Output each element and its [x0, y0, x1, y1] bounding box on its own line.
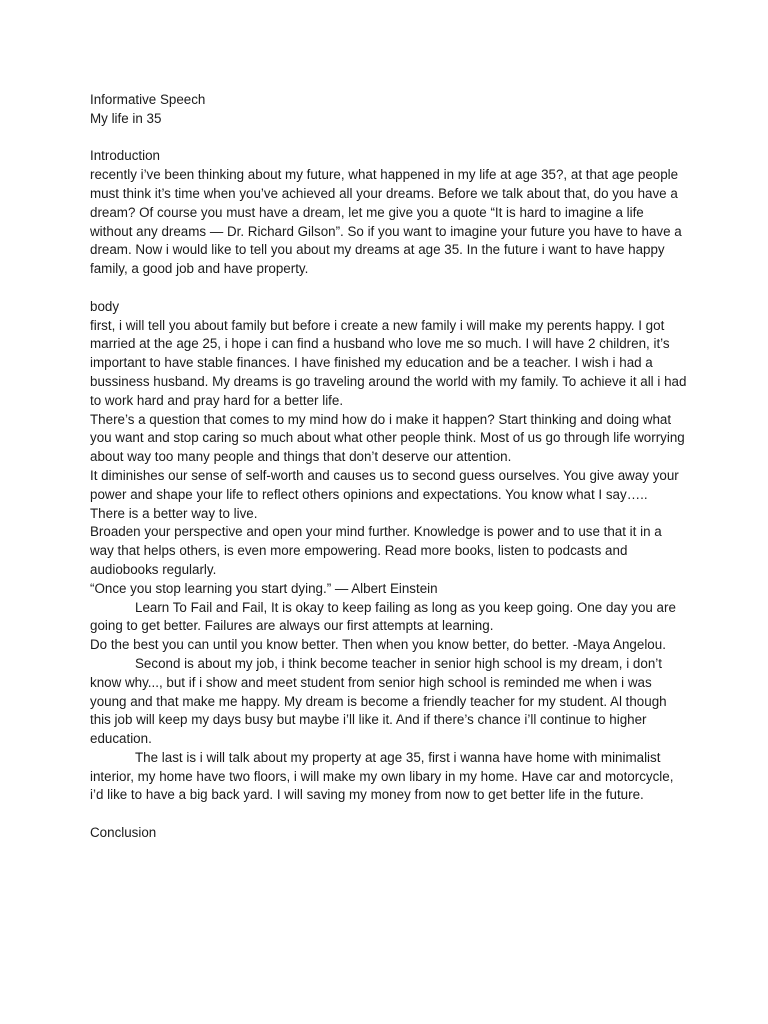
document-subtitle: My life in 35 [90, 110, 162, 126]
body-paragraph-family: first, i will tell you about family but before i create a new family i will make my perents happy. I got married at the age 25, i hope i can find a husband who love me so much. I will have 2 children, it’s important to have stable finances. I have finished my education and be a teacher. I wish i had a bussiness husband. My dreams is go traveling around the world with my family. To achieve it all i had to work hard and pray hard for a better life. [90, 317, 687, 408]
document-title: Informative Speech [90, 92, 206, 107]
introduction-paragraph: recently i’ve been thinking about my future, what happened in my life at age 35?, at that age people must think it’s time when you’ve achieved all your dreams. Before we talk about that, do you have a dream? Of course you must have a dream, let me give you a quote “It is hard to imagine a life without any dreams — Dr. Richard Gilson”. So if you want to imagine your future you have to have a dream. Now i would like to tell you about my dreams at age 35. In the future i want to have happy family, a good job and have property. [90, 167, 682, 277]
body-paragraph-broaden: Broaden your perspective and open your mind further. Knowledge is power and to use that it in a way that helps others, is even more empowering. Read more books, listen to podcasts and audiobooks regularly. [90, 524, 662, 577]
body-paragraph-fail: Learn To Fail and Fail, It is okay to keep failing as long as you keep going. One day you are going to get better. Failures are always our first attempts at learning. [90, 599, 676, 634]
blank-line [90, 805, 688, 824]
body-heading: body [90, 298, 120, 314]
document-page [90, 91, 688, 843]
body-paragraph-property: The last is i will talk about my property at age 35, first i wanna have home with minimalist interior, my home have two floors, i will make my own libary in my home. Have car and motorcycle, i’d like to have a big back yard. I will saving my money from now to get better life in the future. [90, 749, 674, 803]
einstein-quote: “Once you stop learning you start dying.” — Albert Einstein [90, 580, 438, 596]
conclusion-heading: Conclusion [90, 825, 157, 841]
body-paragraph-self-worth: It diminishes our sense of self-worth and causes us to second guess ourselves. You give away your power and shape your life to reflect others opinions and expectations. You know what I say….. [90, 467, 679, 502]
body-paragraph-question: There’s a question that comes to my mind how do i make it happen? Start thinking and doing what you want and stop caring so much about what other people think. Most of us go through life worrying about way too many people and things that don’t deserve our attention. [90, 411, 685, 465]
maya-angelou-quote: Do the best you can until you know better. Then when you know better, do better. -Maya Angelou. [90, 637, 666, 653]
blank-line [90, 279, 688, 298]
body-paragraph-better-way: There is a better way to live. [90, 505, 258, 521]
blank-line [90, 129, 688, 148]
introduction-heading: Introduction [90, 148, 160, 164]
body-paragraph-job: Second is about my job, i think become teacher in senior high school is my dream, i don’t know why..., but if i show and meet student from senior high school is reminded me when i was young and that make me happy. My dream is become a friendly teacher for my student. Al though this job will keep my days busy but maybe i’ll like it. And if there’s chance i’ll continue to higher education. [90, 655, 667, 747]
